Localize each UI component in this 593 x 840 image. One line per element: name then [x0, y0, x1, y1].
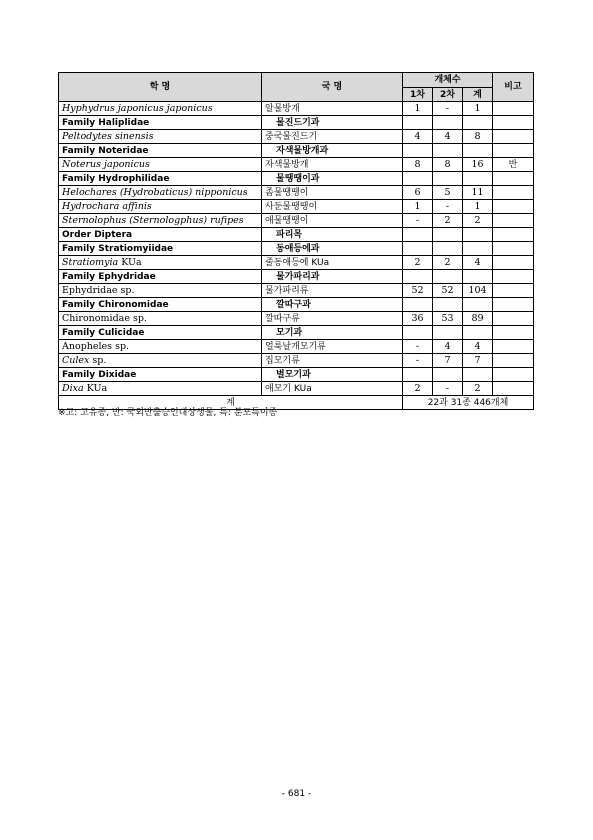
order-name: Order Diptera: [59, 228, 262, 242]
family-korean-name: 물진드기과: [262, 116, 403, 130]
count-first: 1: [403, 200, 433, 214]
table-row: [59, 242, 534, 256]
count-first: 52: [403, 284, 433, 298]
remark: 반: [493, 158, 534, 172]
empty-cell: [403, 298, 433, 312]
remark: [493, 130, 534, 144]
remark: [493, 312, 534, 326]
count-second: -: [433, 382, 463, 396]
scientific-name-text: Anopheles sp.: [62, 340, 130, 352]
korean-name: 알물방개: [262, 102, 403, 116]
table-header: [59, 73, 534, 102]
scientific-name: [59, 312, 262, 326]
table-row: [59, 144, 534, 158]
count-second: -: [433, 200, 463, 214]
remark: [493, 354, 534, 368]
empty-cell: [433, 172, 463, 186]
empty-cell: [433, 144, 463, 158]
count-first: 36: [403, 312, 433, 326]
empty-cell: [493, 144, 534, 158]
scientific-name-text: Chironomidae sp.: [62, 312, 147, 324]
total-label: 계: [59, 396, 403, 410]
scientific-name: [59, 186, 262, 200]
family-korean-name: 자색물방개과: [262, 144, 403, 158]
header-second-survey: 2차: [433, 88, 463, 102]
count-first: -: [403, 354, 433, 368]
empty-cell: [403, 228, 433, 242]
remark: [493, 382, 534, 396]
footnote: ※고: 고유종, 반: 국외반출승인대상생물, 특: 분포특이종: [58, 408, 278, 418]
count-total: 4: [463, 340, 493, 354]
family-korean-name: 물땡땡이과: [262, 172, 403, 186]
family-name: Family Noteridae: [59, 144, 262, 158]
count-second: 5: [433, 186, 463, 200]
table-row: [59, 256, 534, 270]
empty-cell: [463, 298, 493, 312]
empty-cell: [463, 116, 493, 130]
table-row: [59, 200, 534, 214]
count-second: 8: [433, 158, 463, 172]
empty-cell: [493, 368, 534, 382]
remark: [493, 102, 534, 116]
scientific-name-suffix: KUa: [118, 256, 142, 268]
korean-name: 사둔물땡땡이: [262, 200, 403, 214]
empty-cell: [403, 242, 433, 256]
count-first: -: [403, 340, 433, 354]
count-total: 4: [463, 256, 493, 270]
korean-name: 애물땡땡이: [262, 214, 403, 228]
empty-cell: [433, 298, 463, 312]
korean-name: 자색물방개: [262, 158, 403, 172]
table-row: [59, 214, 534, 228]
count-total: 1: [463, 200, 493, 214]
count-first: 2: [403, 256, 433, 270]
scientific-name: [59, 354, 262, 368]
korean-name: 중국물진드기: [262, 130, 403, 144]
empty-cell: [403, 270, 433, 284]
scientific-name-text: Noterus japonicus: [62, 158, 150, 170]
empty-cell: [403, 144, 433, 158]
count-total: 8: [463, 130, 493, 144]
scientific-name-text: Helochares (Hydrobaticus) nipponicus: [62, 186, 248, 198]
scientific-name-suffix: KUa: [83, 382, 108, 394]
count-first: 6: [403, 186, 433, 200]
table-row: [59, 172, 534, 186]
empty-cell: [433, 242, 463, 256]
total-value: 22과 31종 446개체: [403, 396, 534, 410]
empty-cell: [493, 298, 534, 312]
empty-cell: [463, 368, 493, 382]
count-total: 2: [463, 214, 493, 228]
scientific-name-text: Peltodytes sinensis: [62, 130, 154, 142]
family-korean-name: 모기과: [262, 326, 403, 340]
count-first: 1: [403, 102, 433, 116]
table-row: [59, 102, 534, 116]
scientific-name-suffix: sp.: [89, 354, 107, 366]
empty-cell: [463, 172, 493, 186]
korean-name: 깔따구류: [262, 312, 403, 326]
empty-cell: [493, 242, 534, 256]
header-first-survey: 1차: [403, 88, 433, 102]
count-second: 2: [433, 214, 463, 228]
scientific-name-text: Ephydridae sp.: [62, 284, 135, 296]
count-total: 2: [463, 382, 493, 396]
remark: [493, 186, 534, 200]
table-row: [59, 228, 534, 242]
table-row: [59, 354, 534, 368]
header-individuals: 개체수: [403, 73, 493, 88]
table-row: [59, 312, 534, 326]
count-second: 4: [433, 340, 463, 354]
table-row: [59, 186, 534, 200]
remark: [493, 284, 534, 298]
scientific-name: [59, 130, 262, 144]
scientific-name-text: Stratiomyia: [62, 256, 119, 268]
empty-cell: [463, 326, 493, 340]
count-total: 16: [463, 158, 493, 172]
scientific-name: [59, 200, 262, 214]
family-name: Family Ephydridae: [59, 270, 262, 284]
family-korean-name: 물가파리과: [262, 270, 403, 284]
order-korean-name: 파리목: [262, 228, 403, 242]
count-second: 52: [433, 284, 463, 298]
count-total: 11: [463, 186, 493, 200]
count-second: 2: [433, 256, 463, 270]
header-scientific-name: 학 명: [59, 73, 262, 102]
family-korean-name: 깔따구과: [262, 298, 403, 312]
table-row: [59, 130, 534, 144]
empty-cell: [493, 326, 534, 340]
scientific-name: [59, 340, 262, 354]
empty-cell: [433, 368, 463, 382]
scientific-name-text: Hydrochara affinis: [62, 200, 152, 212]
family-name: Family Dixidae: [59, 368, 262, 382]
family-korean-name: 별모기과: [262, 368, 403, 382]
family-name: Family Chironomidae: [59, 298, 262, 312]
table-row: [59, 158, 534, 172]
empty-cell: [433, 270, 463, 284]
table-row: [59, 270, 534, 284]
scientific-name: [59, 158, 262, 172]
table-row: [59, 284, 534, 298]
scientific-name: [59, 102, 262, 116]
count-total: 104: [463, 284, 493, 298]
family-name: Family Stratiomyiidae: [59, 242, 262, 256]
empty-cell: [433, 326, 463, 340]
count-second: 4: [433, 130, 463, 144]
remark: [493, 200, 534, 214]
family-name: Family Hydrophilidae: [59, 172, 262, 186]
count-first: -: [403, 214, 433, 228]
korean-name: 좀물땡땡이: [262, 186, 403, 200]
korean-name: 얼룩날개모기류: [262, 340, 403, 354]
scientific-name: [59, 256, 262, 270]
count-first: 8: [403, 158, 433, 172]
table-row: [59, 368, 534, 382]
table-row: [59, 340, 534, 354]
empty-cell: [493, 228, 534, 242]
empty-cell: [403, 172, 433, 186]
empty-cell: [463, 144, 493, 158]
header-korean-name: 국 명: [262, 73, 403, 102]
table-row: [59, 298, 534, 312]
empty-cell: [433, 228, 463, 242]
korean-name: 애모기 KUa: [262, 382, 403, 396]
empty-cell: [403, 368, 433, 382]
count-total: 1: [463, 102, 493, 116]
count-total: 7: [463, 354, 493, 368]
empty-cell: [463, 270, 493, 284]
scientific-name: [59, 284, 262, 298]
korean-name: 줄동애등에 KUa: [262, 256, 403, 270]
scientific-name-text: Culex: [62, 354, 90, 366]
scientific-name-text: Dixa: [62, 382, 84, 394]
count-second: -: [433, 102, 463, 116]
empty-cell: [493, 172, 534, 186]
family-korean-name: 동애등에과: [262, 242, 403, 256]
species-table: [58, 72, 534, 410]
scientific-name: [59, 382, 262, 396]
count-first: 2: [403, 382, 433, 396]
empty-cell: [463, 242, 493, 256]
scientific-name-text: Hyphydrus japonicus japonicus: [62, 102, 213, 114]
empty-cell: [403, 326, 433, 340]
table-row: [59, 382, 534, 396]
empty-cell: [493, 270, 534, 284]
remark: [493, 214, 534, 228]
scientific-name-text: Sternolophus (Sternologphus) rufipes: [62, 214, 244, 226]
count-second: 7: [433, 354, 463, 368]
page-number: - 681 -: [281, 789, 312, 799]
table-row: [59, 116, 534, 130]
table-body: [59, 102, 534, 410]
family-name: Family Culicidae: [59, 326, 262, 340]
korean-name: 물가파리류: [262, 284, 403, 298]
header-remarks: 비고: [493, 73, 534, 102]
count-second: 53: [433, 312, 463, 326]
scientific-name: [59, 214, 262, 228]
empty-cell: [433, 116, 463, 130]
header-total: 계: [463, 88, 493, 102]
empty-cell: [403, 116, 433, 130]
korean-name: 집모기류: [262, 354, 403, 368]
family-name: Family Haliplidae: [59, 116, 262, 130]
remark: [493, 256, 534, 270]
remark: [493, 340, 534, 354]
count-total: 89: [463, 312, 493, 326]
empty-cell: [463, 228, 493, 242]
empty-cell: [493, 116, 534, 130]
table-row: [59, 326, 534, 340]
count-first: 4: [403, 130, 433, 144]
